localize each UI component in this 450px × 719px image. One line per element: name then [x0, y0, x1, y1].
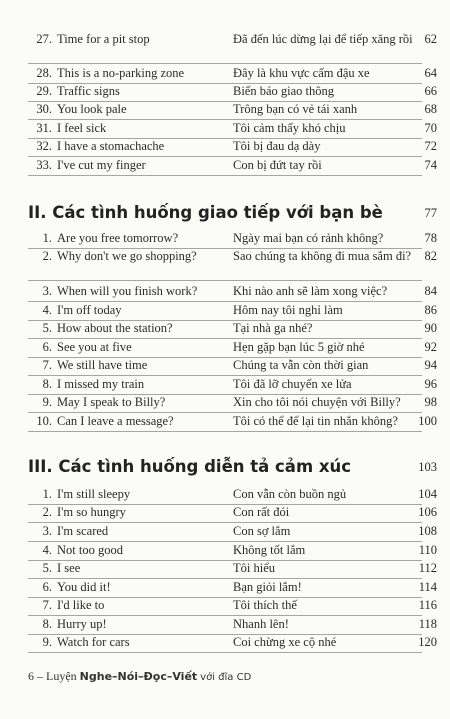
- page-footer: [28, 669, 251, 684]
- entry-vietnamese-title: Nhanh lên!: [233, 617, 289, 631]
- entry-vietnamese-title: Coi chừng xe cộ nhé: [233, 635, 337, 649]
- entry-page-number: 74: [424, 158, 437, 172]
- entry-number: 4.: [42, 303, 52, 317]
- entry-number: 31.: [36, 121, 52, 135]
- entry-page-number: 92: [424, 340, 437, 354]
- entry-english-title: We still have time: [57, 358, 148, 372]
- entry-page-number: 116: [418, 598, 437, 612]
- entry-number: 9.: [42, 395, 52, 409]
- entry-page-number: 96: [424, 377, 437, 391]
- entry-number: 6.: [42, 340, 52, 354]
- entry-vietnamese-title: Con bị đứt tay rồi: [233, 158, 322, 172]
- entry-english-title: I'm still sleepy: [57, 487, 131, 501]
- entry-english-title: Not too good: [57, 543, 123, 557]
- entry-page-number: 118: [418, 617, 437, 631]
- entry-page-number: 120: [418, 635, 437, 649]
- entry-vietnamese-title: Tại nhà ga nhé?: [233, 321, 313, 335]
- footer-prefix: Luyện: [46, 669, 77, 683]
- entry-english-title: I'm scared: [57, 524, 109, 538]
- entry-number: 29.: [36, 84, 52, 98]
- entry-page-number: 78: [424, 231, 437, 245]
- entry-vietnamese-title: Chúng ta vẫn còn thời gian: [233, 358, 369, 372]
- entry-vietnamese-title: Khi nào anh sẽ làm xong việc?: [233, 284, 388, 298]
- entry-english-title: How about the station?: [57, 321, 173, 335]
- footer-title: Nghe–Nói–Đọc–Viết: [79, 670, 198, 683]
- entry-page-number: 72: [424, 139, 437, 153]
- entry-english-title: Hurry up!: [57, 617, 107, 631]
- entry-page-number: 94: [424, 358, 437, 372]
- entry-vietnamese-title: Xin cho tôi nói chuyện với Billy?: [233, 395, 401, 409]
- entry-vietnamese-title: Tôi đã lỡ chuyến xe lửa: [233, 377, 352, 391]
- entry-number: 7.: [42, 358, 52, 372]
- entry-vietnamese-title: Con rất đói: [233, 505, 290, 519]
- entry-number: 1.: [42, 487, 52, 501]
- entry-vietnamese-title: Tôi thích thế: [233, 598, 297, 612]
- section-heading-3: [28, 457, 437, 479]
- entry-vietnamese-title: Ngày mai bạn có rảnh không?: [233, 231, 384, 245]
- entry-number: 10.: [36, 414, 52, 428]
- entry-number: 4.: [42, 543, 52, 557]
- entry-number: 5.: [42, 561, 52, 575]
- entry-number: 8.: [42, 617, 52, 631]
- entry-english-title: I'd like to: [57, 598, 105, 612]
- entry-vietnamese-title: Tôi có thể để lại tin nhắn không?: [233, 414, 398, 428]
- entry-number: 2.: [42, 505, 52, 519]
- entry-number: 3.: [42, 524, 52, 538]
- entry-vietnamese-title: Sao chúng ta không đi mua sắm đi?: [233, 249, 412, 263]
- entry-english-title: I'm so hungry: [57, 505, 126, 519]
- row-divider: [28, 338, 422, 339]
- entry-number: 7.: [42, 598, 52, 612]
- entry-page-number: 100: [418, 414, 437, 428]
- entry-english-title: I'm off today: [57, 303, 122, 317]
- entry-english-title: Traffic signs: [57, 84, 120, 98]
- entry-page-number: 90: [424, 321, 437, 335]
- entry-number: 28.: [36, 66, 52, 80]
- entry-english-title: You did it!: [57, 580, 111, 594]
- entry-english-title: I have a stomachache: [57, 139, 165, 153]
- entry-number: 6.: [42, 580, 52, 594]
- entry-page-number: 114: [418, 580, 437, 594]
- footer-dash: –: [37, 669, 43, 683]
- entry-number: 5.: [42, 321, 52, 335]
- entry-number: 33.: [36, 158, 52, 172]
- entry-english-title: May I speak to Billy?: [57, 395, 166, 409]
- entry-page-number: 66: [424, 84, 437, 98]
- section-heading-2: [28, 203, 437, 225]
- entry-english-title: Can I leave a message?: [57, 414, 174, 428]
- section-title: II. Các tình huống giao tiếp với bạn bè: [28, 203, 383, 222]
- entry-english-title: You look pale: [57, 102, 127, 116]
- row-divider: [28, 301, 422, 302]
- entry-number: 27.: [36, 32, 52, 46]
- entry-page-number: 86: [424, 303, 437, 317]
- footer-page-number: 6: [28, 669, 34, 683]
- entry-number: 9.: [42, 635, 52, 649]
- entry-vietnamese-title: Đã đến lúc dừng lại để tiếp xăng rồi: [233, 32, 413, 46]
- entry-page-number: 98: [424, 395, 437, 409]
- entry-english-title: I've cut my finger: [57, 158, 146, 172]
- row-divider: [28, 156, 422, 157]
- row-divider: [28, 541, 422, 542]
- section-page-number: 103: [418, 460, 437, 474]
- entry-vietnamese-title: Con vẫn còn buồn ngủ: [233, 487, 347, 501]
- entry-number: 8.: [42, 377, 52, 391]
- entry-vietnamese-title: Biển báo giao thông: [233, 84, 335, 98]
- entry-number: 1.: [42, 231, 52, 245]
- row-divider: [28, 652, 422, 653]
- entry-english-title: Watch for cars: [57, 635, 130, 649]
- entry-vietnamese-title: Hôm nay tôi nghỉ làm: [233, 303, 343, 317]
- entry-page-number: 106: [418, 505, 437, 519]
- row-divider: [28, 578, 422, 579]
- entry-vietnamese-title: Bạn giỏi lắm!: [233, 580, 302, 594]
- row-divider: [28, 615, 422, 616]
- entry-vietnamese-title: Trông bạn có vẻ tái xanh: [233, 102, 358, 116]
- entry-page-number: 108: [418, 524, 437, 538]
- section-title: III. Các tình huống diễn tả cảm xúc: [28, 457, 352, 476]
- entry-number: 30.: [36, 102, 52, 116]
- entry-vietnamese-title: Đây là khu vực cấm đậu xe: [233, 66, 370, 80]
- entry-vietnamese-title: Tôi cảm thấy khó chịu: [233, 121, 346, 135]
- entry-vietnamese-title: Con sợ lắm: [233, 524, 291, 538]
- entry-english-title: When will you finish work?: [57, 284, 198, 298]
- entry-english-title: I missed my train: [57, 377, 145, 391]
- entry-vietnamese-title: Tôi bị đau dạ dày: [233, 139, 321, 153]
- entry-page-number: 68: [424, 102, 437, 116]
- entry-english-title: I feel sick: [57, 121, 107, 135]
- row-divider: [28, 375, 422, 376]
- entry-number: 3.: [42, 284, 52, 298]
- entry-page-number: 62: [424, 32, 437, 46]
- row-divider: [28, 63, 422, 64]
- row-divider: [28, 522, 422, 523]
- entry-vietnamese-title: Hẹn gặp bạn lúc 5 giờ nhé: [233, 340, 365, 354]
- entry-page-number: 104: [418, 487, 437, 501]
- entry-vietnamese-title: Không tốt lắm: [233, 543, 306, 557]
- entry-page-number: 70: [424, 121, 437, 135]
- entry-page-number: 84: [424, 284, 437, 298]
- entry-number: 2.: [42, 249, 52, 263]
- entry-page-number: 110: [418, 543, 437, 557]
- row-divider: [28, 119, 422, 120]
- entry-english-title: I see: [57, 561, 81, 575]
- row-divider: [28, 431, 422, 432]
- entry-english-title: This is a no-parking zone: [57, 66, 185, 80]
- entry-page-number: 112: [418, 561, 437, 575]
- row-divider: [28, 412, 422, 413]
- entry-page-number: 82: [424, 249, 437, 263]
- row-divider: [28, 175, 422, 176]
- entry-number: 32.: [36, 139, 52, 153]
- entry-vietnamese-title: Tôi hiểu: [233, 561, 276, 575]
- footer-suffix: với đĩa CD: [200, 672, 252, 683]
- entry-english-title: See you at five: [57, 340, 132, 354]
- entry-english-title: Time for a pit stop: [57, 32, 150, 46]
- entry-page-number: 64: [424, 66, 437, 80]
- row-divider: [28, 280, 422, 281]
- entry-english-title: Why don't we go shopping?: [57, 249, 197, 263]
- entry-english-title: Are you free tomorrow?: [57, 231, 179, 245]
- section-page-number: 77: [424, 206, 437, 220]
